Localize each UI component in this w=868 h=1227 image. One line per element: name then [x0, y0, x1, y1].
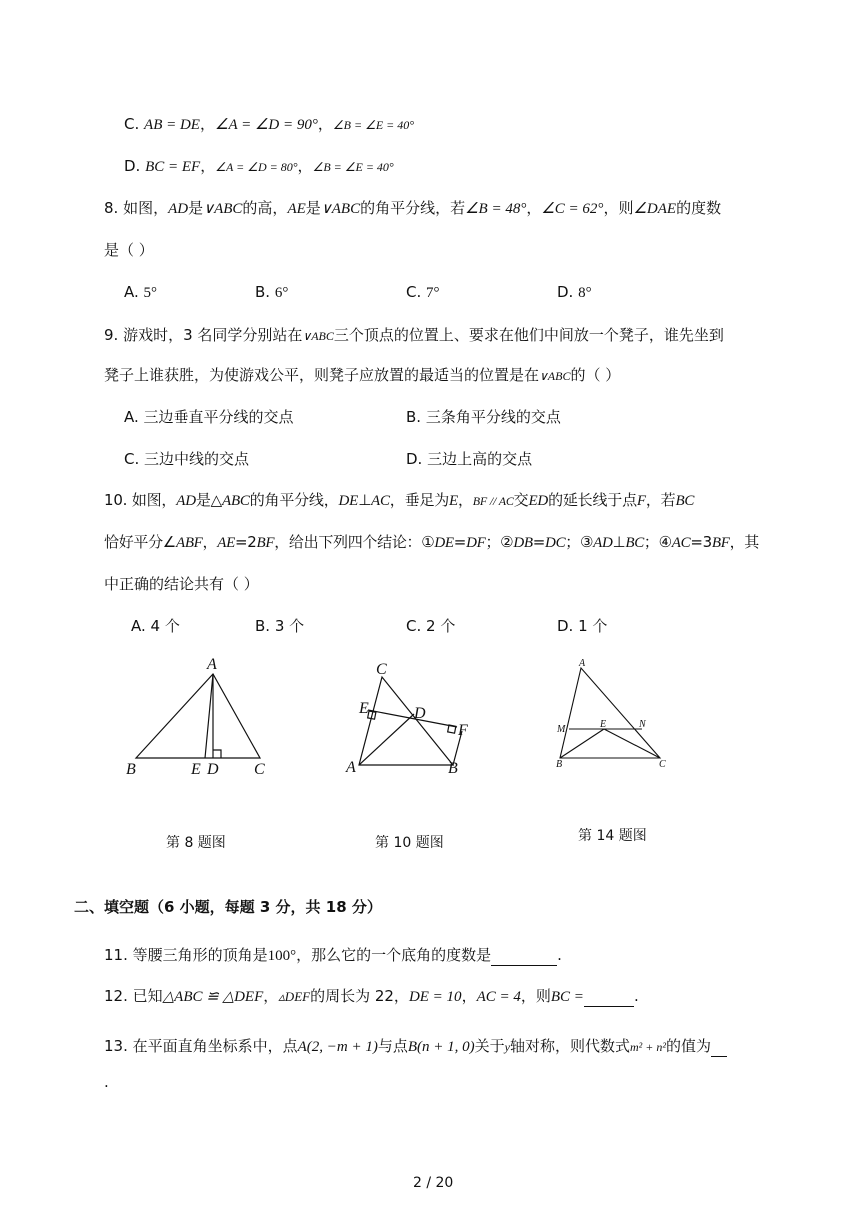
segment-ae: [205, 674, 213, 758]
segment-ef: [368, 710, 457, 727]
text: 10. 如图，: [104, 491, 177, 509]
text: =3: [690, 533, 712, 551]
q9-stem-line1: [104, 325, 724, 346]
math-expr: ABC: [221, 493, 250, 509]
math-expr: BC = EF: [145, 159, 201, 175]
option-letter: C.: [124, 115, 140, 133]
text: ，则: [520, 987, 551, 1005]
text: ；②: [485, 533, 514, 551]
text: =: [453, 533, 467, 551]
math-expr: ∠DAE: [633, 201, 677, 217]
math-expr: ∠B = ∠E = 40°: [312, 160, 394, 174]
option-text: 2 个: [426, 617, 456, 635]
text: 的值为: [665, 1037, 711, 1055]
q10-stem-line1: [104, 490, 694, 511]
text: ，给出下列四个结论：①: [274, 533, 435, 551]
figure-10-caption: 第 10 题图: [375, 835, 444, 851]
math-expr: ∠B = ∠E = 40°: [332, 118, 415, 132]
math-expr: AE: [217, 535, 235, 551]
separator: ，: [200, 157, 216, 175]
math-expr: DE: [338, 493, 359, 509]
answer-blank[interactable]: [491, 949, 557, 966]
math-expr: ∨ABC: [320, 201, 361, 217]
math-expr: ∨ABC: [302, 329, 334, 343]
math-expr: DB: [513, 535, 533, 551]
q8-option-b: [255, 282, 288, 303]
math-expr: BC: [675, 493, 695, 509]
math-expr: B(n + 1, 0): [407, 1039, 475, 1055]
text: 的周长为 22，: [310, 987, 409, 1005]
text: ，那么它的一个底角的度数是: [296, 946, 492, 964]
q9-option-b: [406, 407, 561, 427]
option-letter: A.: [124, 408, 139, 426]
text: 是: [188, 199, 204, 217]
text: 三个顶点的位置上、要求在他们中间放一个凳子，谁先坐到: [333, 326, 724, 344]
math-expr: ∨ABC: [539, 369, 571, 383]
label-b: B: [126, 761, 136, 778]
text: 的延长线于点: [548, 491, 637, 509]
math-expr: BF // AC: [472, 494, 514, 508]
right-angle-mark: [213, 750, 221, 758]
option-value: 6°: [274, 285, 289, 301]
label-a: A: [346, 759, 356, 776]
q9-option-d: [406, 449, 532, 469]
text: 9. 游戏时，3 名同学分别站在: [104, 326, 303, 344]
math-expr: A(2, −m + 1): [297, 1039, 378, 1055]
option-letter: A.: [131, 617, 146, 635]
text: =2: [234, 533, 257, 551]
text: 的（ ）: [570, 366, 621, 384]
option-letter: C.: [406, 617, 422, 635]
label-a: A: [579, 658, 586, 669]
option-text: 三条角平分线的交点: [425, 408, 561, 426]
text: ⊥: [358, 491, 372, 509]
text: 的角平分线，: [249, 491, 339, 509]
text: 是: [305, 199, 321, 217]
math-expr: AD: [168, 201, 189, 217]
q8-option-d: [557, 282, 592, 303]
math-expr: E: [449, 493, 458, 509]
label-e: E: [600, 719, 607, 730]
figure-8-diagram: [120, 652, 280, 782]
math-expr: AB = DE: [144, 117, 200, 133]
math-expr: AD: [593, 535, 613, 551]
option-letter: C.: [124, 450, 140, 468]
option-text: 4 个: [150, 617, 180, 635]
option-letter: D.: [557, 283, 574, 301]
segment-be: [560, 729, 604, 758]
text: ，: [202, 533, 218, 551]
label-e: E: [191, 761, 201, 778]
math-expr: DF: [466, 535, 486, 551]
separator: ，: [297, 157, 313, 175]
separator: ，: [199, 115, 215, 133]
figure-8-caption: 第 8 题图: [166, 835, 226, 851]
triangle-abc: [136, 674, 260, 758]
option-text: 三边中线的交点: [144, 450, 250, 468]
q10-option-c: [406, 616, 455, 636]
figure-14-diagram: [550, 655, 675, 775]
q13-stem-line2: .: [104, 1073, 109, 1091]
text: ，: [526, 199, 542, 217]
math-expr: AC: [671, 535, 691, 551]
text: 11. 等腰三角形的顶角是: [104, 946, 268, 964]
section-2-title: 二、填空题（6 小题，每题 3 分，共 18 分）: [74, 898, 382, 916]
text: .: [557, 946, 562, 964]
math-expr: DE: [434, 535, 454, 551]
label-c: C: [254, 761, 265, 778]
q12-stem: [104, 986, 639, 1007]
label-e: E: [359, 700, 369, 717]
text: 轴对称，则代数式: [510, 1037, 631, 1055]
math-expr: BF: [711, 535, 730, 551]
math-expr: ∨ABC: [203, 201, 243, 217]
q11-stem: [104, 945, 562, 966]
label-m: M: [557, 724, 566, 735]
q8-stem-line2: 是（ ）: [104, 241, 154, 259]
text: 13. 在平面直角坐标系中，点: [104, 1037, 298, 1055]
text: ，: [457, 491, 473, 509]
text: 的度数: [676, 199, 722, 217]
option-letter: B.: [255, 617, 271, 635]
segment-ad: [359, 714, 414, 765]
q8-option-a: [124, 282, 157, 303]
text: 12. 已知: [104, 987, 163, 1005]
text: .: [633, 987, 639, 1005]
option-value: 8°: [578, 285, 592, 301]
math-expr: ∠A = ∠D = 80°: [215, 160, 298, 174]
label-d: D: [414, 705, 426, 722]
q10-option-d: [557, 616, 607, 636]
text: ，垂足为: [389, 491, 449, 509]
answer-blank[interactable]: [584, 990, 634, 1007]
math-expr: F: [636, 493, 646, 509]
math-expr: DE = 10: [408, 989, 462, 1005]
text: 恰好平分∠: [104, 533, 176, 551]
q7-option-c: [124, 114, 414, 135]
q10-option-a: [131, 616, 180, 636]
text: 的角平分线，若: [360, 199, 466, 217]
q7-option-d: [124, 156, 394, 177]
option-value: 5°: [143, 285, 158, 301]
q13-stem: [104, 1036, 727, 1057]
text: ，其: [729, 533, 759, 551]
text: 关于: [474, 1037, 505, 1055]
figure-10-diagram: [340, 655, 480, 780]
label-b: B: [448, 760, 458, 777]
figure-14-caption: 第 14 题图: [578, 828, 647, 844]
text: ，若: [645, 491, 676, 509]
math-expr: BC =: [550, 989, 584, 1005]
math-expr: BC: [625, 535, 644, 551]
q10-stem-line2: [104, 532, 759, 553]
label-c: C: [376, 661, 387, 678]
text: ⊥: [612, 533, 626, 551]
text: ；④: [643, 533, 672, 551]
math-expr: △ABC ≌ △DEF: [162, 989, 264, 1005]
math-expr: ∠C = 62°: [541, 201, 604, 217]
option-letter: C.: [406, 283, 422, 301]
label-a: A: [207, 656, 217, 673]
label-c: C: [659, 759, 666, 770]
q10-stem-line3: 中正确的结论共有（ ）: [104, 575, 259, 593]
text: 交: [513, 491, 529, 509]
option-letter: D.: [557, 617, 574, 635]
math-expr: BF: [256, 535, 275, 551]
text: 8. 如图，: [104, 199, 169, 217]
option-text: 三边垂直平分线的交点: [143, 408, 294, 426]
q9-option-c: [124, 449, 249, 469]
q8-option-c: [406, 282, 440, 303]
text: =: [532, 533, 546, 551]
math-expr: ▵DEF: [278, 989, 311, 1004]
option-text: 1 个: [578, 617, 608, 635]
math-expr: y: [504, 1040, 510, 1054]
option-value: 7°: [426, 285, 440, 301]
option-letter: B.: [255, 283, 271, 301]
option-letter: A.: [124, 283, 139, 301]
math-expr: AD: [176, 493, 196, 509]
math-expr: m² + n²: [630, 1040, 666, 1054]
answer-blank[interactable]: [711, 1040, 727, 1057]
separator: ，: [317, 115, 333, 133]
q10-option-b: [255, 616, 304, 636]
label-d: D: [207, 761, 219, 778]
math-expr: ABF: [175, 535, 203, 551]
math-expr: ∠B = 48°: [465, 201, 527, 217]
q8-stem-line1: [104, 198, 721, 219]
math-expr: AE: [287, 201, 306, 217]
text: ；③: [565, 533, 594, 551]
text: ，: [461, 987, 477, 1005]
math-expr: AC = 4: [476, 989, 521, 1005]
math-expr: 100°: [267, 948, 297, 964]
math-expr: ED: [528, 493, 549, 509]
text: 是△: [195, 491, 222, 509]
q9-stem-line2: [104, 365, 620, 386]
option-text: 三边上高的交点: [427, 450, 533, 468]
text: 凳子上谁获胜，为使游戏公平，则凳子应放置的最适当的位置是在: [104, 366, 540, 384]
segment-ce: [604, 729, 660, 758]
q9-option-a: [124, 407, 294, 427]
text: ，则: [603, 199, 634, 217]
option-letter: D.: [124, 157, 141, 175]
triangle-abc: [560, 668, 660, 758]
page-number: 2 / 20: [413, 1175, 454, 1191]
label-n: N: [639, 719, 646, 730]
text: ，: [263, 987, 279, 1005]
label-b: B: [556, 759, 563, 770]
text: 与点: [377, 1037, 408, 1055]
option-letter: B.: [406, 408, 422, 426]
text: 的高，: [242, 199, 288, 217]
label-f: F: [458, 722, 468, 739]
math-expr: DC: [545, 535, 566, 551]
math-expr: ∠A = ∠D = 90°: [215, 117, 318, 133]
option-letter: D.: [406, 450, 423, 468]
option-text: 3 个: [274, 617, 305, 635]
math-expr: AC: [371, 493, 390, 509]
